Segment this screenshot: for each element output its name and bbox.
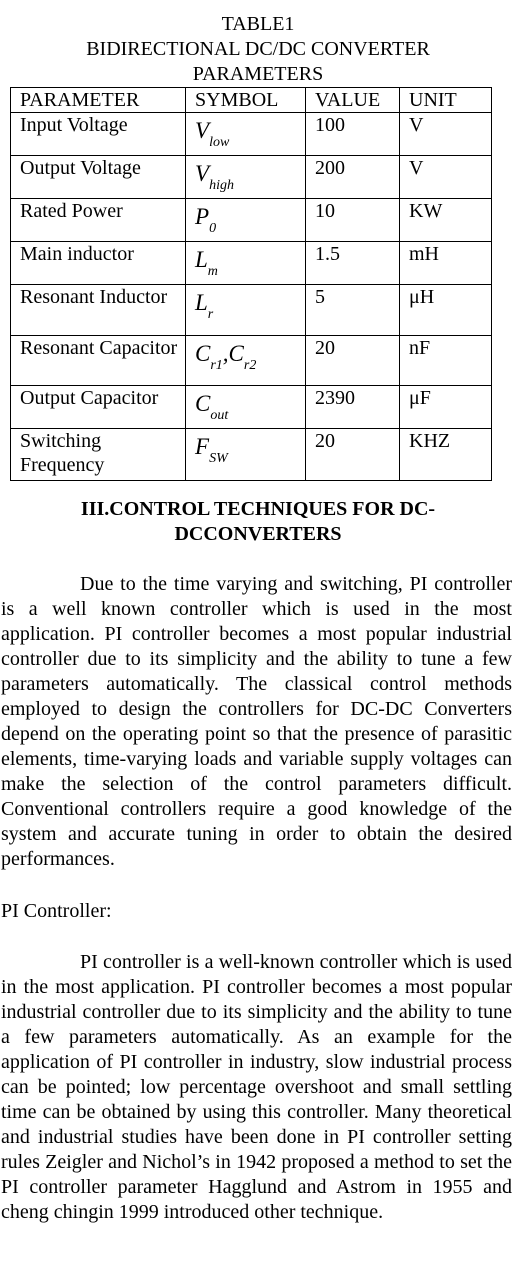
parameter-cell: Resonant Inductor bbox=[11, 285, 186, 336]
parameter-cell: Resonant Capacitor bbox=[11, 336, 186, 386]
symbol-cell bbox=[186, 199, 306, 242]
header-value: VALUE bbox=[306, 88, 400, 113]
table-header-row bbox=[11, 88, 492, 113]
symbol-subscript: r bbox=[207, 307, 214, 322]
symbol-math bbox=[195, 429, 228, 471]
symbol-subscript: out bbox=[210, 408, 229, 423]
value-cell: 2390 bbox=[306, 386, 400, 429]
unit-cell: KHZ bbox=[400, 429, 492, 481]
unit-cell: mH bbox=[400, 242, 492, 285]
symbol-cell bbox=[186, 113, 306, 156]
parameter-cell: Output Capacitor bbox=[11, 386, 186, 429]
header-parameter: PARAMETER bbox=[11, 88, 186, 113]
symbol-cell bbox=[186, 386, 306, 429]
symbol-base: C bbox=[195, 341, 211, 366]
value-cell: 10 bbox=[306, 199, 400, 242]
table-row bbox=[11, 113, 492, 156]
section-heading: III.CONTROL TECHNIQUES FOR DC- bbox=[80, 498, 436, 520]
header-symbol: SYMBOL bbox=[186, 88, 306, 113]
table-row bbox=[11, 156, 492, 199]
symbol-base: C bbox=[195, 391, 211, 416]
unit-cell: V bbox=[400, 113, 492, 156]
symbol-subscript: 0 bbox=[209, 221, 217, 236]
value-cell: 20 bbox=[306, 429, 400, 481]
parameter-cell: Input Voltage bbox=[11, 113, 186, 156]
header-unit: UNIT bbox=[400, 88, 492, 113]
symbol-separator: , bbox=[222, 341, 229, 366]
section-heading-cont: DCCONVERTERS bbox=[174, 523, 342, 545]
value-cell: 20 bbox=[306, 336, 400, 386]
symbol-math bbox=[195, 156, 234, 198]
table-row bbox=[11, 199, 492, 242]
parameter-cell: Main inductor bbox=[11, 242, 186, 285]
symbol-base: V bbox=[195, 118, 210, 143]
parameters-table bbox=[10, 87, 492, 481]
unit-cell: μF bbox=[400, 386, 492, 429]
table-row bbox=[11, 336, 492, 386]
symbol-base: L bbox=[195, 247, 208, 272]
value-cell: 100 bbox=[306, 113, 400, 156]
value-cell: 200 bbox=[306, 156, 400, 199]
symbol-subscript-2: r2 bbox=[243, 358, 257, 373]
parameter-cell: Switching Frequency bbox=[11, 429, 186, 481]
symbol-subscript: m bbox=[207, 264, 218, 279]
table-caption-title-cont: PARAMETERS bbox=[192, 63, 324, 85]
body-paragraph: Due to the time varying and switching, PI controller is a well known controller which is used in the most application. PI controller becomes a most popular industrial controller due to its simplicity and the ability to tune a few parameters automatically. The classical control methods employed to design the controllers for DC-DC Converters depend on the operating point so that the presence of parasitic elements, time-varying loads and variable supply voltages can make the selection of the control parameters difficult. Conventional controllers require a good knowledge of the system and accurate tuning in order to obtain the desired performances. bbox=[1, 573, 512, 870]
symbol-cell bbox=[186, 285, 306, 336]
symbol-math bbox=[195, 336, 256, 378]
symbol-cell bbox=[186, 336, 306, 386]
table-row bbox=[11, 386, 492, 429]
symbol-base: F bbox=[195, 434, 210, 459]
symbol-subscript: low bbox=[209, 135, 230, 150]
unit-cell: V bbox=[400, 156, 492, 199]
unit-cell: μH bbox=[400, 285, 492, 336]
symbol-cell bbox=[186, 242, 306, 285]
value-cell: 5 bbox=[306, 285, 400, 336]
symbol-math bbox=[195, 199, 216, 241]
symbol-subscript: SW bbox=[209, 451, 228, 466]
symbol-base-2: C bbox=[228, 341, 244, 366]
table-row bbox=[11, 429, 492, 481]
parameter-cell: Rated Power bbox=[11, 199, 186, 242]
symbol-math bbox=[195, 113, 229, 155]
symbol-base: P bbox=[195, 204, 210, 229]
parameter-cell: Output Voltage bbox=[11, 156, 186, 199]
unit-cell: KW bbox=[400, 199, 492, 242]
unit-cell: nF bbox=[400, 336, 492, 386]
symbol-cell bbox=[186, 429, 306, 481]
table-caption-title: BIDIRECTIONAL DC/DC CONVERTER bbox=[86, 38, 430, 60]
symbol-math bbox=[195, 285, 213, 327]
symbol-subscript: high bbox=[209, 178, 234, 193]
symbol-math bbox=[195, 386, 228, 428]
symbol-cell bbox=[186, 156, 306, 199]
symbol-subscript: r1 bbox=[210, 358, 223, 373]
body-paragraph: PI controller is a well-known controller which is used in the most application. PI controller becomes a most popular industrial controller due to its simplicity and the ability to tune a few parameters automatically. As an example for the application of PI controller in industry, slow industrial process can be pointed; low percentage overshoot and small settling time can be obtained by using this controller. Many theoretical and industrial studies have been done in PI controller setting rules Zeigler and Nichol’s in 1942 proposed a method to set the PI controller parameter Hagglund and Astrom in 1955 and cheng chingin 1999 introduced other technique. bbox=[1, 951, 512, 1223]
value-cell: 1.5 bbox=[306, 242, 400, 285]
symbol-math bbox=[195, 242, 218, 284]
table-caption-number: TABLE1 bbox=[221, 13, 295, 35]
subsection-heading: PI Controller: bbox=[1, 900, 112, 922]
symbol-base: V bbox=[195, 161, 210, 186]
table-row bbox=[11, 285, 492, 336]
symbol-base: L bbox=[195, 290, 208, 315]
table-row bbox=[11, 242, 492, 285]
